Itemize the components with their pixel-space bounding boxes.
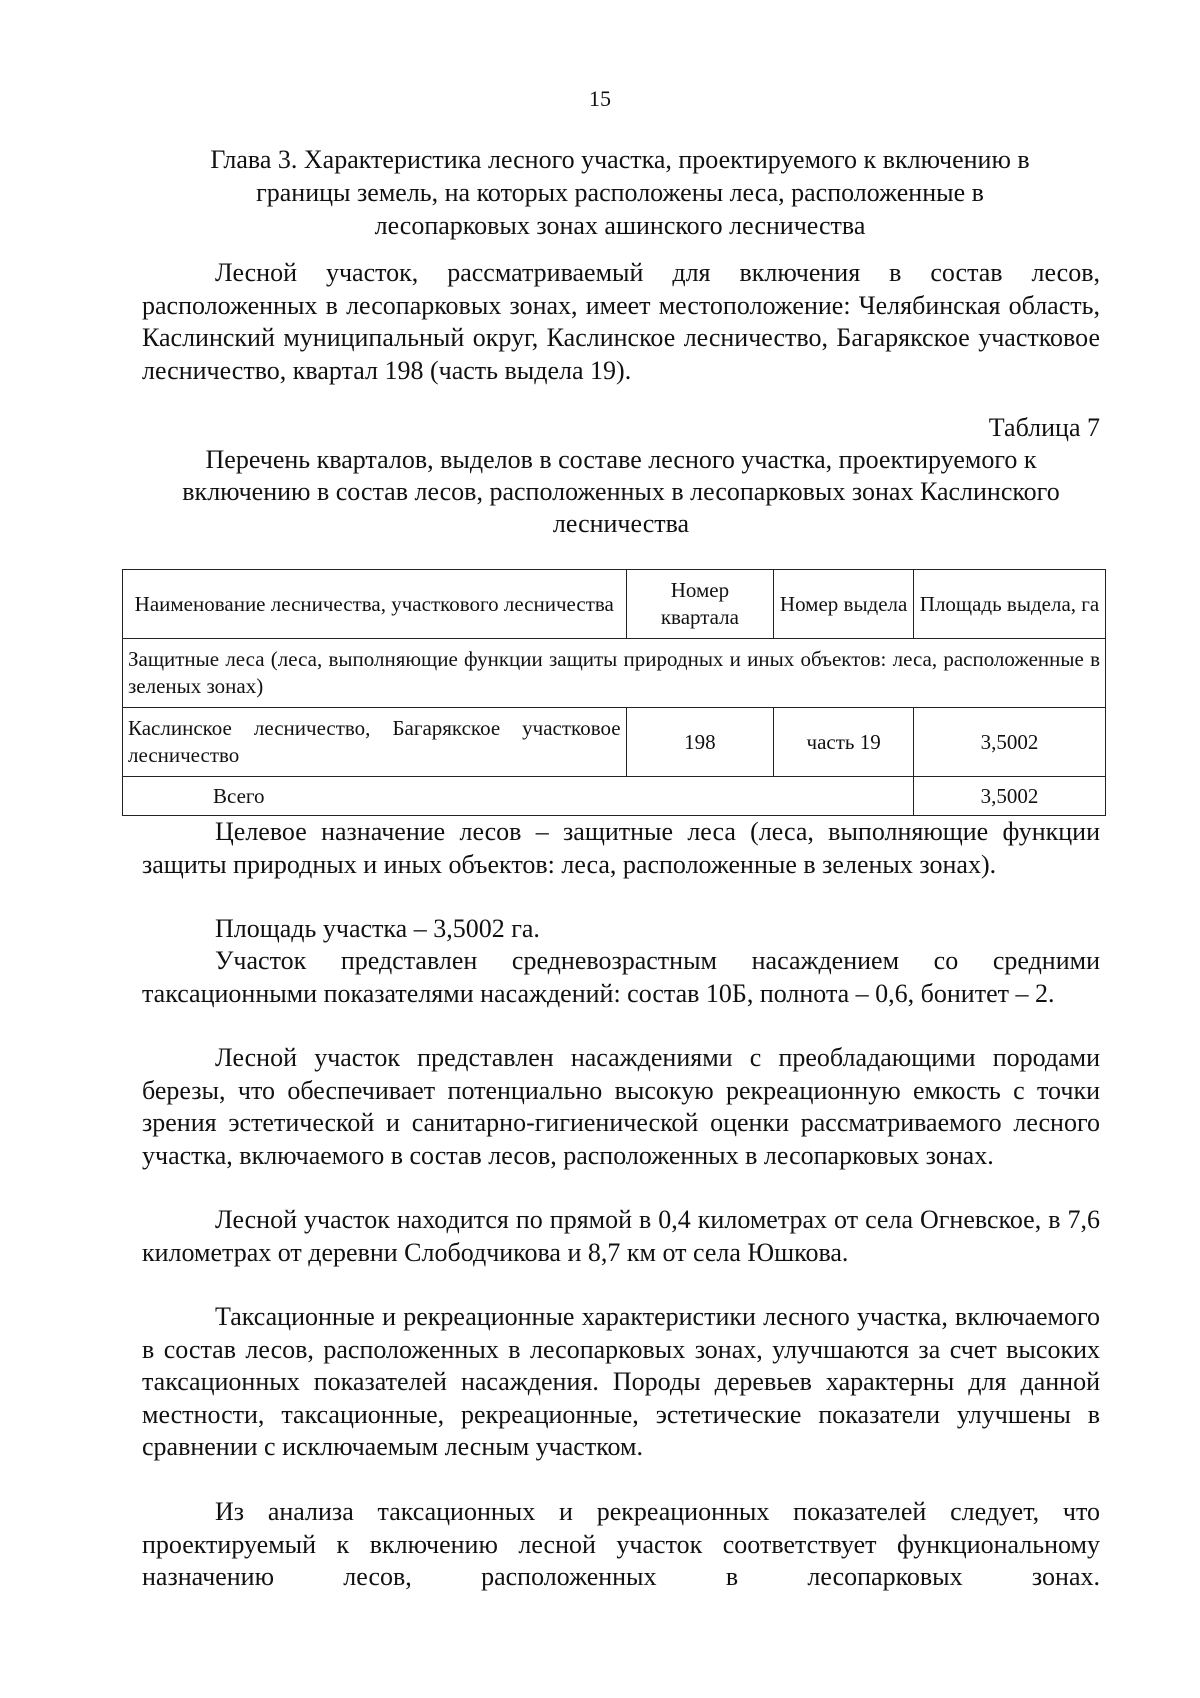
chapter-heading <box>150 143 1090 242</box>
paragraph-conclusion: Из анализа таксационных и рекреационных показателей следует, что проектируемый к включению лесной участок соответствует функциональному назначению лесов, расположенных в лесопарковых зонах. <box>142 1497 1100 1591</box>
paragraph-purpose: Целевое назначение лесов – защитные леса (леса, выполняющие функции защиты природных и иных объектов: леса, расположенные в зеленых зонах). <box>142 817 1100 879</box>
paragraph-area: Площадь участка – 3,5002 га. <box>215 914 540 943</box>
total-label: Всего <box>123 777 914 816</box>
table-label: Таблица 7 <box>988 413 1100 442</box>
chapter-heading-line-1: Глава 3. Характеристика лесного участка, проектируемого к включению в <box>210 145 1030 174</box>
forest-plots-table <box>122 569 1106 816</box>
paragraph-stand: Участок представлен средневозрастным насаждением со средними таксационными показателями насаждений: состав 10Б, полнота – 0,6, бонитет – 2. <box>142 946 1100 1008</box>
cell-forestry: Каслинское лесничество, Багарякское участковое лесничество <box>123 708 627 777</box>
chapter-heading-line-2: границы земель, на которых расположены леса, расположенные в <box>256 178 984 207</box>
chapter-heading-line-3: лесопарковых зонах ашинского лесничества <box>374 211 866 240</box>
header-forestry: Наименование лесничества, участкового лесничества <box>123 570 627 639</box>
page-number: 15 <box>589 86 611 111</box>
cell-quarter: 198 <box>626 708 774 777</box>
protective-forest-row <box>123 639 1106 708</box>
header-quarter: Номер квартала <box>626 570 774 639</box>
total-area: 3,5002 <box>914 777 1106 816</box>
cell-area: 3,5002 <box>914 708 1106 777</box>
table-header-row <box>123 570 1106 639</box>
protective-forest-cell: Защитные леса (леса, выполняющие функции защиты природных и иных объектов: леса, расположенные в зеленых зонах) <box>123 639 1106 708</box>
table-title-line-3: лесничества <box>552 509 690 538</box>
table-title-line-2: включению в состав лесов, расположенных в лесопарковых зонах Каслинского <box>182 477 1060 506</box>
paragraph-location: Лесной участок находится по прямой в 0,4 километрах от села Огневское, в 7,6 километрах от деревни Слободчикова и 8,7 км от села Юшкова. <box>142 1205 1100 1267</box>
intro-paragraph: Лесной участок, рассматриваемый для включения в состав лесов, расположенных в лесопарковых зонах, имеет местоположение: Челябинская область, Каслинский муниципальный округ, Каслинское лесничество, Багарякское участковое лесничество, квартал 198 (часть выдела 19). <box>142 258 1100 385</box>
table-title-line-1: Перечень кварталов, выделов в составе лесного участка, проектируемого к <box>205 445 1037 474</box>
header-area: Площадь выдела, га <box>914 570 1106 639</box>
table-row <box>123 708 1106 777</box>
table-title <box>142 444 1100 540</box>
total-row <box>123 777 1106 816</box>
paragraph-characteristics: Таксационные и рекреационные характеристики лесного участка, включаемого в состав лесов, расположенных в лесопарковых зонах, улучшаются за счет высоких таксационных показателей насаждения. Породы деревьев характерны для данной местности, таксационные, рекреационные, эстетические показатели улучшены в сравнении с исключаемым лесным участком. <box>142 1302 1100 1461</box>
header-allotment: Номер выдела <box>774 570 914 639</box>
cell-allotment: часть 19 <box>774 708 914 777</box>
paragraph-species: Лесной участок представлен насаждениями с преобладающими породами березы, что обеспечивает потенциально высокую рекреационную емкость с точки зрения эстетической и санитарно-гигиенической оценки рассматриваемого лесного участка, включаемого в состав лесов, расположенных в лесопарковых зонах. <box>142 1043 1100 1170</box>
